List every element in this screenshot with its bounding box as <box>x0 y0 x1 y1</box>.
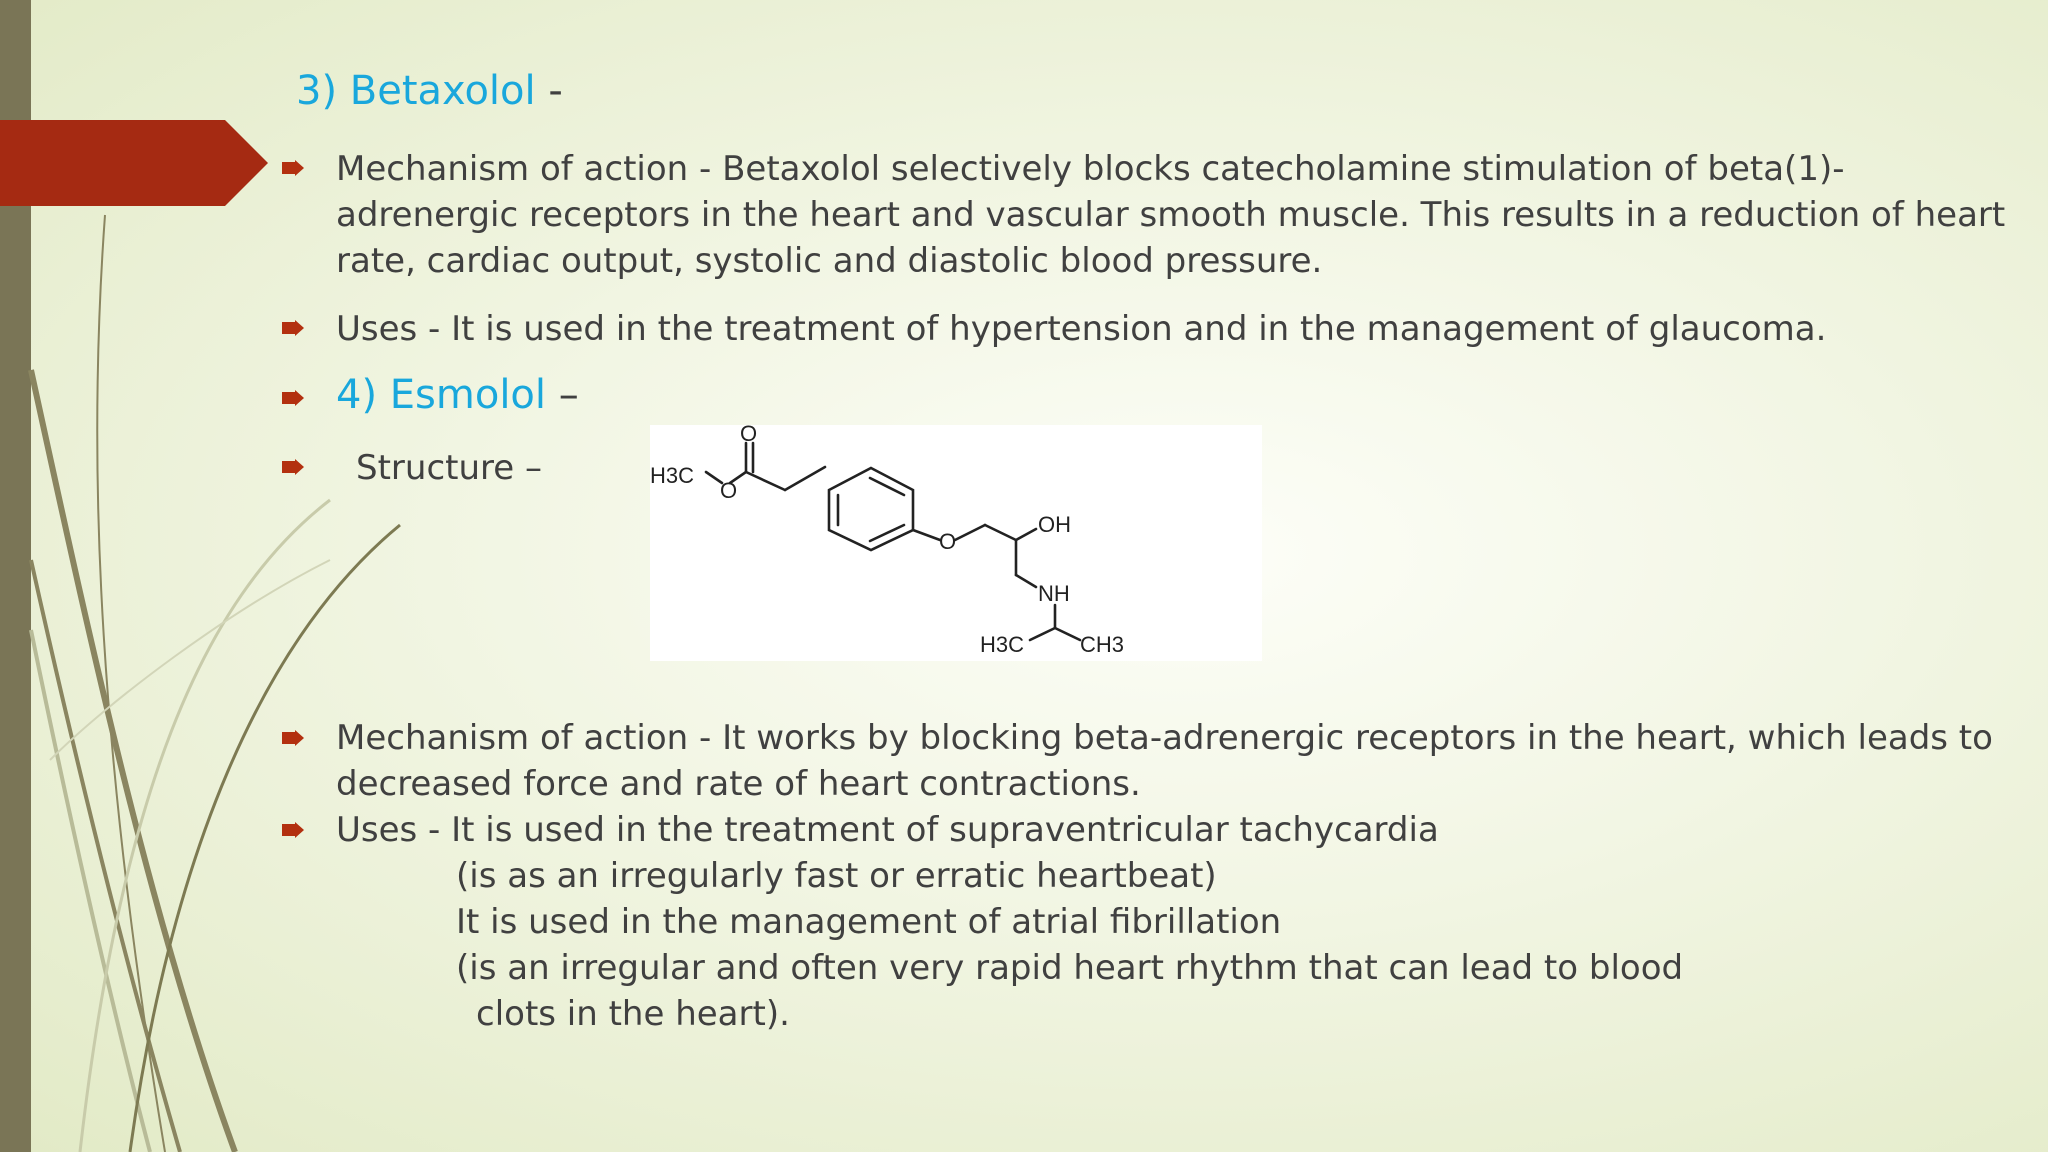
bullet-arrow-icon <box>282 160 304 176</box>
esmolol-uses-line-5: clots in the heart). <box>476 994 790 1034</box>
atom-oh: OH <box>1038 512 1071 537</box>
esmolol-uses-line-1: Uses - It is used in the treatment of supraventricular tachycardia <box>336 810 1439 850</box>
betaxolol-uses: Uses - It is used in the treatment of hypertension and in the management of glaucoma. <box>336 309 1827 349</box>
esmolol-structure-image <box>650 425 1262 661</box>
betaxolol-mechanism-line-2: adrenergic receptors in the heart and vascular smooth muscle. This results in a reduction of heart <box>336 195 2006 235</box>
esmolol-uses-line-4: (is an irregular and often very rapid heart rhythm that can lead to blood <box>456 948 1684 988</box>
atom-h3c-right: H3C <box>980 632 1025 657</box>
structure-label: Structure – <box>356 448 542 488</box>
esmolol-uses-line-3: It is used in the management of atrial fibrillation <box>456 902 1282 942</box>
bullet-arrow-icon <box>282 320 304 336</box>
atom-h3c-left: H3C <box>650 463 695 488</box>
bullet-arrow-icon <box>282 390 304 406</box>
betaxolol-title-text: 3) Betaxolol <box>296 68 536 114</box>
betaxolol-mechanism <box>336 146 2005 284</box>
esmolol-mechanism <box>336 715 1993 807</box>
betaxolol-mechanism-line-1: Mechanism of action - Betaxolol selectively blocks catecholamine stimulation of beta(1)- <box>336 149 1845 189</box>
atom-o-carbonyl: O <box>740 425 758 446</box>
betaxolol-title-dash: - <box>548 68 563 114</box>
title-arrow-shape <box>0 120 270 206</box>
esmolol-mechanism-line-1: Mechanism of action - It works by blocking beta-adrenergic receptors in the heart, which leads to <box>336 718 1993 758</box>
atom-nh: NH <box>1038 581 1070 606</box>
esmolol-uses <box>336 807 1683 1037</box>
bullet-arrow-icon <box>282 822 304 838</box>
bullet-arrow-icon <box>282 730 304 746</box>
bullet-arrow-icon <box>282 459 304 475</box>
betaxolol-title <box>296 68 563 114</box>
esmolol-title <box>336 372 579 418</box>
esmolol-uses-line-2: (is as an irregularly fast or erratic heartbeat) <box>456 856 1217 896</box>
esmolol-title-dash: – <box>558 372 579 418</box>
betaxolol-mechanism-line-3: rate, cardiac output, systolic and diastolic blood pressure. <box>336 241 1323 281</box>
esmolol-title-text: 4) Esmolol <box>336 372 547 418</box>
esmolol-mechanism-line-2: decreased force and rate of heart contractions. <box>336 764 1141 804</box>
atom-o-ether: O <box>939 529 957 554</box>
atom-ch3: CH3 <box>1080 632 1125 657</box>
atom-o-ester: O <box>720 478 738 503</box>
